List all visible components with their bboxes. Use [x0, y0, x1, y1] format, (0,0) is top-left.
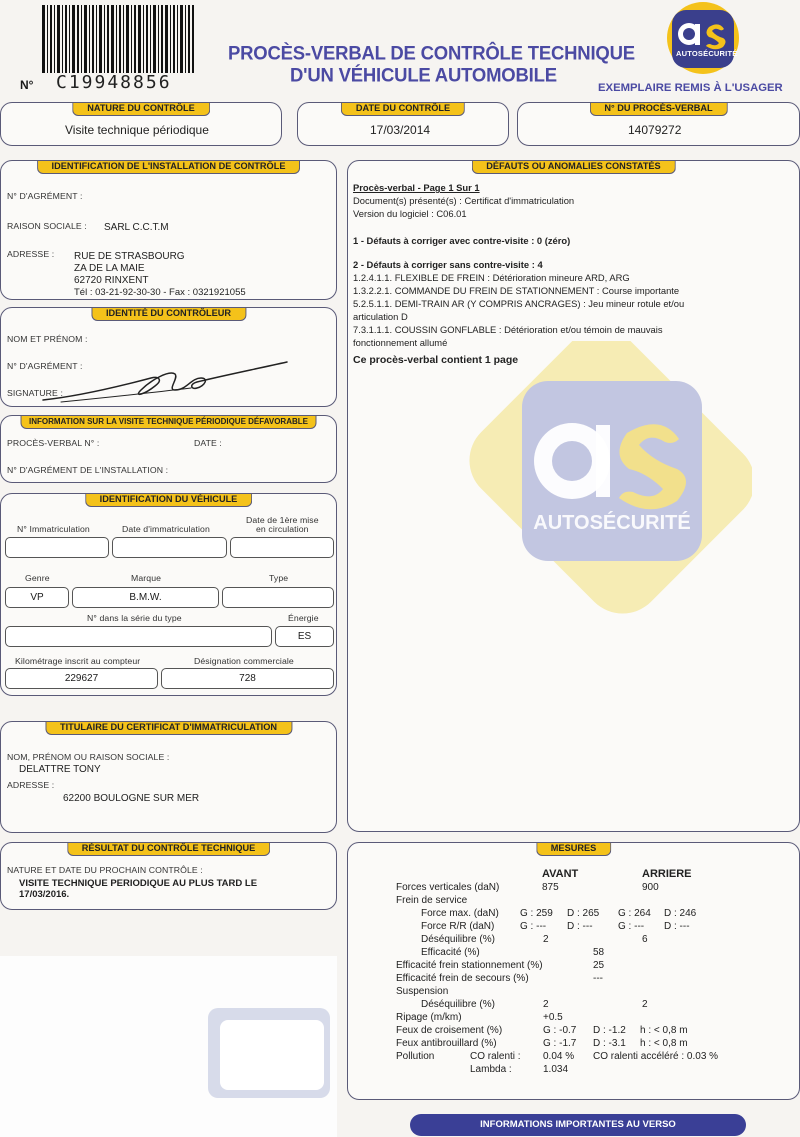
desequilibre-av: 2	[543, 934, 549, 945]
forces-verticales-arriere: 900	[642, 882, 659, 893]
titulaire-title: TITULAIRE DU CERTIFICAT D'IMMATRICULATION	[45, 721, 292, 735]
titulaire-adresse-value: 62200 BOULOGNE SUR MER	[63, 793, 200, 804]
type-label: Type	[269, 573, 289, 583]
document-title-line1: PROCÈS-VERBAL DE CONTRÔLE TECHNIQUE	[228, 41, 635, 64]
resultat-line2: 17/03/2016.	[19, 889, 70, 900]
eff-secours-label: Efficacité frein de secours (%)	[396, 973, 529, 984]
serie-field	[5, 626, 272, 647]
brand-logo	[662, 0, 744, 80]
marque-field: B.M.W.	[72, 587, 219, 608]
force-rr-d-av: D : ---	[567, 921, 593, 932]
installation-title: IDENTIFICATION DE L'INSTALLATION DE CONTRÔLE	[37, 160, 301, 174]
defauts-panel	[347, 160, 800, 832]
defauts-item: articulation D	[353, 311, 408, 322]
defavorable-pv-label: PROCÈS-VERBAL N° :	[7, 438, 100, 448]
resultat-title: RÉSULTAT DU CONTRÔLE TECHNIQUE	[67, 842, 271, 856]
antibrouillard-d: D : -3.1	[593, 1038, 626, 1049]
mise-circ-label1: Date de 1ère mise	[246, 515, 319, 525]
force-rr-d-ar: D : ---	[664, 921, 690, 932]
installation-adresse-label: ADRESSE :	[7, 249, 55, 259]
defauts-item: 1.3.2.2.1. COMMANDE DU FREIN DE STATIONNEMENT : Course importante	[353, 285, 680, 296]
croisement-d: D : -1.2	[593, 1025, 626, 1036]
force-max-g-av: G : 259	[520, 908, 553, 919]
eff-secours-value: ---	[593, 973, 603, 984]
titulaire-panel	[0, 721, 337, 833]
date-controle-panel	[297, 102, 509, 146]
brand-logo-text: AUTOSÉCURITÉ	[676, 49, 738, 58]
defavorable-panel	[0, 415, 337, 483]
resultat-label: NATURE ET DATE DU PROCHAIN CONTRÔLE :	[7, 865, 203, 875]
nature-controle-value: Visite technique périodique	[65, 123, 209, 137]
force-rr-g-ar: G : ---	[618, 921, 645, 932]
immat-label: N° Immatriculation	[17, 524, 90, 534]
resultat-line1: VISITE TECHNIQUE PERIODIQUE AU PLUS TARD LE	[19, 878, 258, 889]
desequilibre-label: Déséquilibre (%)	[421, 934, 495, 945]
ripage-value: +0.5	[543, 1012, 563, 1023]
controleur-title: IDENTITÉ DU CONTRÔLEUR	[91, 307, 246, 321]
susp-desequilibre-label: Déséquilibre (%)	[421, 999, 495, 1010]
co-ralenti-value: 0.04 %	[543, 1051, 575, 1062]
resultat-panel	[0, 842, 337, 910]
controleur-signature-label: SIGNATURE :	[7, 388, 63, 398]
pv-number-title: N° DU PROCÈS-VERBAL	[589, 102, 727, 116]
date-immat-field	[112, 537, 227, 558]
efficacite-value: 58	[593, 947, 605, 958]
mesures-panel	[347, 842, 800, 1100]
defauts-documents: Document(s) présenté(s) : Certificat d'immatriculation	[353, 195, 575, 206]
defauts-footer: Ce procès-verbal contient 1 page	[353, 354, 519, 366]
pv-number-panel	[517, 102, 800, 146]
pollution-label: Pollution	[396, 1051, 435, 1062]
energie-field: ES	[275, 626, 334, 647]
mise-circ-field	[230, 537, 334, 558]
installation-address-line3: 62720 RINXENT	[74, 275, 149, 286]
force-max-d-ar: D : 246	[664, 908, 697, 919]
defauts-section1: 1 - Défauts à corriger avec contre-visite : 0 (zéro)	[353, 235, 571, 246]
document-title-line2: D'UN VÉHICULE AUTOMOBILE	[290, 63, 557, 86]
susp-desequilibre-ar: 2	[642, 999, 648, 1010]
svg-text:AUTOSÉCURITÉ: AUTOSÉCURITÉ	[533, 512, 691, 534]
titulaire-adresse-label: ADRESSE :	[7, 780, 55, 790]
immat-field	[5, 537, 109, 558]
croisement-h: h : < 0,8 m	[640, 1025, 688, 1036]
copy-label: EXEMPLAIRE REMIS À L'USAGER	[598, 82, 783, 94]
antibrouillard-h: h : < 0,8 m	[640, 1038, 688, 1049]
stamp-inner	[220, 1020, 324, 1090]
date-controle-value: 17/03/2014	[370, 123, 431, 137]
desequilibre-ar: 6	[642, 934, 648, 945]
force-max-d-av: D : 265	[567, 908, 600, 919]
serie-label: N° dans la série du type	[87, 613, 182, 623]
km-field: 229627	[5, 668, 158, 689]
serial-prefix: N°	[20, 78, 34, 92]
defauts-item: 5.2.5.1.1. DEMI-TRAIN AR (Y COMPRIS ANCRAGES) : Jeu mineur rotule et/ou	[353, 298, 685, 309]
defavorable-date-label: DATE :	[194, 438, 222, 448]
titulaire-nom-label: NOM, PRÉNOM OU RAISON SOCIALE :	[7, 752, 170, 762]
nature-controle-panel	[0, 102, 282, 146]
defauts-version: Version du logiciel : C06.01	[353, 208, 467, 219]
defauts-item: 7.3.1.1.1. COUSSIN GONFLABLE : Détérioration et/ou témoin de mauvais	[353, 324, 663, 335]
handwritten-signature	[41, 356, 291, 407]
co-accelere: CO ralenti accéléré : 0.03 %	[593, 1051, 719, 1062]
controleur-panel	[0, 307, 337, 407]
marque-label: Marque	[131, 573, 162, 583]
type-field	[222, 587, 334, 608]
installation-agrement-label: N° D'AGRÉMENT :	[7, 191, 83, 201]
lambda-label: Lambda :	[470, 1064, 512, 1075]
defauts-pv-page: Procès-verbal - Page 1 Sur 1	[353, 182, 480, 193]
forces-verticales-label: Forces verticales (daN)	[396, 882, 500, 893]
susp-desequilibre-av: 2	[543, 999, 549, 1010]
forces-verticales-avant: 875	[542, 882, 559, 893]
pv-number-value: 14079272	[628, 123, 682, 137]
km-label: Kilométrage inscrit au compteur	[15, 656, 141, 666]
nature-controle-title: NATURE DU CONTRÔLE	[72, 102, 210, 116]
installation-address-line1: RUE DE STRASBOURG	[74, 251, 185, 262]
force-rr-label: Force R/R (daN)	[421, 921, 495, 932]
mesures-avant-header: AVANT	[542, 868, 579, 880]
co-ralenti-label: CO ralenti :	[470, 1051, 521, 1062]
installation-address-line2: ZA DE LA MAIE	[74, 263, 145, 274]
vehicule-panel	[0, 493, 337, 696]
date-immat-label: Date d'immatriculation	[122, 524, 210, 534]
serial-number: C19948856	[56, 72, 172, 93]
designation-label: Désignation commerciale	[194, 656, 294, 666]
defauts-section2: 2 - Défauts à corriger sans contre-visite : 4	[353, 259, 543, 270]
defauts-item: fonctionnement allumé	[353, 337, 448, 348]
vehicule-title: IDENTIFICATION DU VÉHICULE	[85, 493, 253, 507]
mesures-title: MESURES	[536, 842, 611, 856]
frein-service-label: Frein de service	[396, 895, 468, 906]
date-controle-title: DATE DU CONTRÔLE	[341, 102, 465, 116]
antibrouillard-label: Feux antibrouillard (%)	[396, 1038, 497, 1049]
barcode	[42, 5, 194, 73]
defauts-title: DÉFAUTS OU ANOMALIES CONSTATÉS	[471, 160, 675, 174]
verso-info-banner	[410, 1114, 746, 1136]
ripage-label: Ripage (m/km)	[396, 1012, 462, 1023]
force-rr-g-av: G : ---	[520, 921, 547, 932]
autosecurite-watermark	[452, 341, 752, 621]
mise-circ-label2: en circulation	[256, 524, 309, 534]
lambda-value: 1.034	[543, 1064, 569, 1075]
defavorable-title: INFORMATION SUR LA VISITE TECHNIQUE PÉRIODIQUE DÉFAVORABLE	[20, 415, 317, 429]
installation-raison-value: SARL C.C.T.M	[104, 222, 169, 233]
defauts-item: 1.2.4.1.1. FLEXIBLE DE FREIN : Détérioration mineure ARD, ARG	[353, 272, 630, 283]
verso-info-text: INFORMATIONS IMPORTANTES AU VERSO	[480, 1119, 676, 1130]
force-max-g-ar: G : 264	[618, 908, 651, 919]
defavorable-agrement-label: N° D'AGRÉMENT DE L'INSTALLATION :	[7, 465, 169, 475]
suspension-label: Suspension	[396, 986, 449, 997]
croisement-g: G : -0.7	[543, 1025, 577, 1036]
genre-label: Genre	[25, 573, 50, 583]
mesures-arriere-header: ARRIERE	[642, 868, 692, 880]
eff-stationnement-label: Efficacité frein stationnement (%)	[396, 960, 543, 971]
controleur-agrement-label: N° D'AGRÉMENT :	[7, 361, 83, 371]
installation-raison-label: RAISON SOCIALE :	[7, 221, 87, 231]
antibrouillard-g: G : -1.7	[543, 1038, 577, 1049]
installation-panel	[0, 160, 337, 300]
installation-address-line4: Tél : 03-21-92-30-30 - Fax : 0321921055	[74, 287, 246, 298]
titulaire-nom-value: DELATTRE TONY	[19, 764, 101, 775]
energie-label: Énergie	[288, 613, 319, 623]
controleur-nom-label: NOM ET PRÉNOM :	[7, 334, 88, 344]
efficacite-label: Efficacité (%)	[421, 947, 480, 958]
croisement-label: Feux de croisement (%)	[396, 1025, 503, 1036]
genre-field: VP	[5, 587, 69, 608]
designation-field: 728	[161, 668, 334, 689]
eff-stationnement-value: 25	[593, 960, 605, 971]
force-max-label: Force max. (daN)	[421, 908, 499, 919]
